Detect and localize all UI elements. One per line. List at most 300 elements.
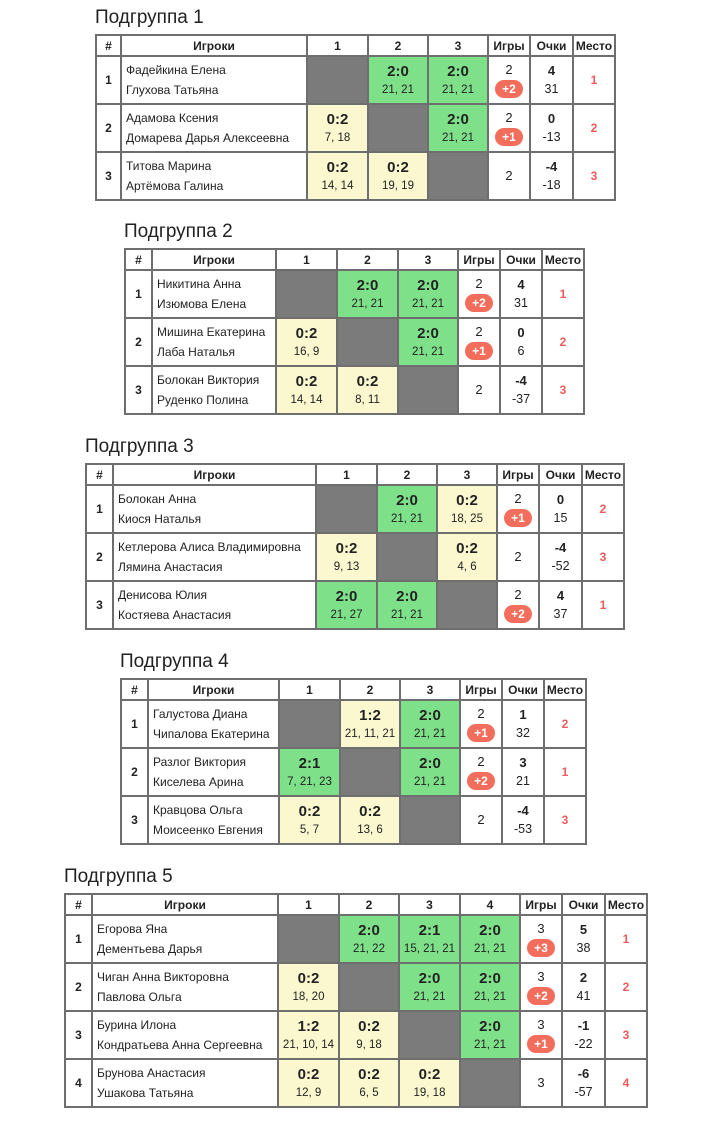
match-result-cell (368, 56, 428, 104)
header-num: # (65, 894, 92, 915)
players-cell (113, 485, 316, 533)
self-match-cell (398, 366, 458, 414)
match-result-cell (399, 1059, 460, 1107)
row-number: 4 (65, 1059, 92, 1107)
player-2-name: Киселева Арина (153, 775, 244, 789)
points-value: -4 (515, 373, 527, 388)
self-match-cell (316, 485, 377, 533)
set-scores: 6, 5 (359, 1087, 379, 1099)
results-table (120, 678, 587, 845)
match-result-cell (428, 104, 488, 152)
player-2-name: Глухова Татьяна (126, 83, 219, 97)
header-games: Игры (460, 679, 502, 700)
header-games: Игры (497, 464, 539, 485)
set-scores: 7, 21, 23 (287, 776, 332, 788)
header-opponent-3: 3 (398, 249, 458, 270)
points-cell (562, 915, 605, 963)
header-players: Игроки (92, 894, 278, 915)
set-scores: 21, 21 (351, 298, 384, 310)
table-row (121, 700, 586, 748)
games-cell (497, 533, 539, 581)
self-match-cell (340, 748, 400, 796)
header-players: Игроки (148, 679, 279, 700)
header-opponent-4: 4 (460, 894, 520, 915)
points-value: 5 (579, 922, 588, 937)
set-scores: 8, 11 (355, 394, 380, 406)
players-cell (121, 56, 307, 104)
points-value: 0 (547, 111, 556, 126)
self-match-cell (460, 1059, 520, 1107)
match-result-cell (339, 1011, 399, 1059)
set-scores: 21, 21 (474, 943, 506, 955)
row-number: 3 (86, 581, 113, 629)
games-cell (520, 1011, 562, 1059)
set-scores: 13, 6 (357, 824, 383, 836)
bonus-badge: +2 (467, 772, 495, 790)
match-score: 0:2 (297, 1066, 320, 1083)
points-value: 4 (547, 63, 556, 78)
row-number: 1 (86, 485, 113, 533)
player-1-name: Брунова Анастасия (97, 1066, 206, 1080)
player-1-name: Егорова Яна (97, 922, 168, 936)
match-score: 1:2 (297, 1018, 320, 1035)
player-2-name: Руденко Полина (157, 393, 249, 407)
set-scores: 16, 9 (293, 346, 320, 358)
match-score: 2:0 (447, 63, 469, 80)
place-value: 2 (544, 700, 586, 748)
header-row (125, 249, 584, 270)
players-cell (121, 104, 307, 152)
games-played: 2 (475, 324, 483, 339)
set-scores: 21, 21 (391, 513, 423, 525)
self-match-cell (377, 533, 437, 581)
player-2-name: Чипалова Екатерина (153, 727, 270, 741)
subgroup-title: Подгруппа 3 (85, 436, 194, 457)
match-score: 0:2 (456, 540, 478, 557)
header-opponent-2: 2 (340, 679, 400, 700)
header-players: Игроки (113, 464, 316, 485)
match-result-cell (399, 915, 460, 963)
place-value: 2 (605, 963, 647, 1011)
match-score: 0:2 (295, 325, 318, 342)
bonus-badge: +3 (527, 939, 555, 957)
match-score: 0:2 (456, 492, 478, 509)
row-number: 1 (121, 700, 148, 748)
set-scores: 21, 27 (330, 609, 363, 621)
match-score: 0:2 (356, 373, 379, 390)
header-place: Место (542, 249, 584, 270)
games-cell (460, 700, 502, 748)
bonus-badge: +2 (465, 294, 493, 312)
place-value: 3 (582, 533, 624, 581)
match-result-cell (398, 270, 458, 318)
header-opponent-3: 3 (437, 464, 497, 485)
row-number: 3 (96, 152, 121, 200)
players-cell (92, 963, 278, 1011)
match-result-cell (437, 533, 497, 581)
points-cell (500, 366, 542, 414)
table-row (65, 915, 647, 963)
table-row (65, 963, 647, 1011)
header-opponent-1: 1 (276, 249, 337, 270)
self-match-cell (307, 56, 368, 104)
points-cell (500, 318, 542, 366)
player-1-name: Титова Марина (126, 159, 212, 173)
set-scores: 19, 18 (413, 1087, 446, 1099)
match-score: 0:2 (335, 540, 358, 557)
points-value: 3 (519, 755, 527, 770)
points-cell (530, 152, 573, 200)
self-match-cell (278, 915, 339, 963)
match-score: 0:2 (358, 1018, 380, 1035)
points-cell (562, 1059, 605, 1107)
player-2-name: Домарева Дарья Алексеевна (126, 131, 290, 145)
player-1-name: Галустова Диана (153, 707, 248, 721)
games-played: 2 (505, 62, 513, 77)
table-row (86, 533, 624, 581)
header-row (65, 894, 647, 915)
points-value: -4 (517, 803, 529, 818)
match-result-cell (340, 700, 400, 748)
games-cell (520, 1059, 562, 1107)
match-result-cell (278, 1059, 339, 1107)
points-value: 4 (517, 277, 525, 292)
player-1-name: Адамова Ксения (126, 111, 219, 125)
bonus-badge: +2 (504, 605, 532, 623)
players-cell (148, 796, 279, 844)
header-row (96, 35, 615, 56)
place-value: 1 (544, 748, 586, 796)
player-1-name: Кетлерова Алиса Владимировна (118, 540, 301, 554)
header-place: Место (573, 35, 615, 56)
player-2-name: Павлова Ольга (97, 990, 182, 1004)
set-scores: 21, 21 (442, 84, 474, 96)
set-scores: 21, 21 (413, 991, 446, 1003)
self-match-cell (337, 318, 398, 366)
self-match-cell (368, 104, 428, 152)
points-difference: 6 (517, 344, 525, 358)
header-points: Очки (530, 35, 573, 56)
row-number: 3 (65, 1011, 92, 1059)
match-result-cell (400, 700, 460, 748)
points-cell (502, 700, 544, 748)
match-score: 2:0 (479, 922, 501, 939)
set-scores: 7, 18 (324, 132, 351, 144)
players-cell (121, 152, 307, 200)
self-match-cell (279, 700, 340, 748)
place-value: 4 (605, 1059, 647, 1107)
player-2-name: Дементьева Дарья (97, 942, 203, 956)
row-number: 1 (125, 270, 152, 318)
points-value: 0 (556, 492, 565, 507)
set-scores: 5, 7 (299, 824, 320, 836)
place-value: 1 (573, 56, 615, 104)
match-result-cell (279, 796, 340, 844)
subgroup-2 (124, 220, 585, 415)
header-opponent-2: 2 (368, 35, 428, 56)
points-cell (562, 963, 605, 1011)
self-match-cell (399, 1011, 460, 1059)
match-result-cell (339, 915, 399, 963)
set-scores: 21, 21 (442, 132, 474, 144)
header-opponent-2: 2 (339, 894, 399, 915)
games-played: 2 (475, 382, 483, 397)
players-cell (92, 1011, 278, 1059)
games-played: 2 (477, 706, 485, 721)
place-value: 3 (605, 1011, 647, 1059)
set-scores: 21, 21 (391, 609, 423, 621)
player-2-name: Киося Наталья (118, 512, 202, 526)
header-num: # (86, 464, 113, 485)
set-scores: 18, 20 (292, 991, 325, 1003)
place-value: 1 (542, 270, 584, 318)
self-match-cell (400, 796, 460, 844)
table-row (125, 318, 584, 366)
subgroup-title: Подгруппа 4 (120, 651, 229, 672)
match-result-cell (307, 152, 368, 200)
table-row (65, 1059, 647, 1107)
match-result-cell (460, 1011, 520, 1059)
games-cell (497, 485, 539, 533)
table-row (125, 366, 584, 414)
match-score: 2:0 (417, 277, 439, 294)
table-row (121, 748, 586, 796)
points-value: -6 (577, 1066, 590, 1081)
row-number: 3 (121, 796, 148, 844)
header-points: Очки (502, 679, 544, 700)
points-difference: -18 (542, 178, 561, 192)
players-cell (148, 700, 279, 748)
match-score: 2:0 (447, 111, 469, 128)
match-result-cell (307, 104, 368, 152)
subgroup-3 (85, 435, 625, 630)
match-score: 0:2 (418, 1066, 441, 1083)
set-scores: 4, 6 (457, 561, 477, 573)
row-number: 3 (125, 366, 152, 414)
points-difference: 37 (553, 607, 568, 621)
subgroup-title: Подгруппа 5 (64, 866, 173, 887)
table-row (96, 104, 615, 152)
points-difference: -37 (511, 392, 531, 406)
row-number: 2 (65, 963, 92, 1011)
match-score: 2:1 (418, 922, 441, 939)
player-1-name: Фадейкина Елена (126, 63, 226, 77)
match-score: 0:2 (387, 159, 409, 176)
player-2-name: Лямина Анастасия (118, 560, 223, 574)
games-played: 2 (475, 276, 483, 291)
place-value: 3 (573, 152, 615, 200)
player-1-name: Болокан Виктория (157, 373, 260, 387)
self-match-cell (428, 152, 488, 200)
place-value: 3 (544, 796, 586, 844)
points-difference: 31 (544, 82, 559, 96)
header-place: Место (605, 894, 647, 915)
games-cell (520, 963, 562, 1011)
match-result-cell (377, 581, 437, 629)
self-match-cell (276, 270, 337, 318)
match-result-cell (278, 1011, 339, 1059)
set-scores: 19, 19 (382, 180, 414, 192)
match-result-cell (460, 915, 520, 963)
points-cell (502, 796, 544, 844)
set-scores: 14, 14 (290, 394, 323, 406)
set-scores: 21, 21 (382, 84, 414, 96)
bonus-badge: +2 (527, 987, 555, 1005)
match-score: 0:2 (326, 111, 349, 128)
header-points: Очки (539, 464, 582, 485)
points-value: -1 (577, 1018, 590, 1033)
match-result-cell (276, 366, 337, 414)
points-cell (562, 1011, 605, 1059)
subgroup-4 (120, 650, 587, 845)
player-2-name: Лаба Наталья (157, 345, 236, 359)
table-row (86, 581, 624, 629)
set-scores: 9, 13 (333, 561, 360, 573)
header-place: Место (582, 464, 624, 485)
table-row (86, 485, 624, 533)
players-cell (92, 1059, 278, 1107)
players-cell (113, 533, 316, 581)
games-played: 3 (537, 1017, 545, 1032)
games-cell (460, 796, 502, 844)
player-2-name: Моисеенко Евгения (153, 823, 263, 837)
match-score: 2:0 (479, 970, 501, 987)
points-difference: 15 (553, 511, 568, 525)
match-result-cell (377, 485, 437, 533)
player-2-name: Костяева Анастасия (118, 608, 232, 622)
player-2-name: Кондратьева Анна Сергеевна (97, 1038, 263, 1052)
games-cell (488, 152, 530, 200)
points-difference: -13 (542, 130, 561, 144)
header-num: # (125, 249, 152, 270)
results-table (64, 893, 648, 1108)
match-score: 2:0 (396, 492, 418, 509)
header-num: # (121, 679, 148, 700)
player-1-name: Мишина Екатерина (157, 325, 266, 339)
points-cell (539, 485, 582, 533)
table-row (121, 796, 586, 844)
header-opponent-3: 3 (428, 35, 488, 56)
header-row (86, 464, 624, 485)
points-cell (539, 581, 582, 629)
points-difference: 32 (516, 726, 530, 740)
match-score: 0:2 (358, 1066, 380, 1083)
points-difference: -57 (574, 1085, 593, 1099)
place-value: 2 (582, 485, 624, 533)
match-result-cell (460, 963, 520, 1011)
player-2-name: Изюмова Елена (157, 297, 247, 311)
set-scores: 21, 21 (414, 776, 446, 788)
games-cell (520, 915, 562, 963)
results-table (124, 248, 585, 415)
subgroup-1 (95, 6, 616, 201)
row-number: 2 (125, 318, 152, 366)
set-scores: 14, 14 (321, 180, 354, 192)
games-played: 3 (537, 1075, 545, 1090)
match-score: 2:0 (396, 588, 418, 605)
games-cell (488, 56, 530, 104)
points-difference: -53 (513, 822, 533, 836)
points-cell (500, 270, 542, 318)
players-cell (152, 270, 276, 318)
players-cell (152, 318, 276, 366)
games-played: 3 (537, 921, 545, 936)
set-scores: 21, 11, 21 (344, 728, 396, 740)
points-value: 4 (556, 588, 565, 603)
match-score: 2:0 (335, 588, 358, 605)
match-result-cell (316, 581, 377, 629)
self-match-cell (339, 963, 399, 1011)
match-result-cell (337, 270, 398, 318)
set-scores: 21, 21 (414, 728, 446, 740)
match-result-cell (437, 485, 497, 533)
match-score: 0:2 (297, 970, 320, 987)
row-number: 1 (96, 56, 121, 104)
points-cell (530, 104, 573, 152)
points-cell (502, 748, 544, 796)
player-1-name: Денисова Юлия (118, 588, 207, 602)
set-scores: 9, 18 (356, 1039, 382, 1051)
row-number: 2 (96, 104, 121, 152)
points-cell (539, 533, 582, 581)
header-opponent-2: 2 (377, 464, 437, 485)
match-result-cell (278, 963, 339, 1011)
games-cell (488, 104, 530, 152)
bonus-badge: +1 (504, 509, 532, 527)
place-value: 2 (542, 318, 584, 366)
games-cell (458, 270, 500, 318)
games-played: 2 (505, 168, 513, 183)
match-score: 2:0 (419, 707, 441, 724)
points-value: -4 (545, 159, 558, 174)
games-cell (497, 581, 539, 629)
player-2-name: Ушакова Татьяна (97, 1086, 194, 1100)
player-1-name: Чиган Анна Викторовна (97, 970, 229, 984)
match-result-cell (400, 748, 460, 796)
results-table (95, 34, 616, 201)
place-value: 3 (542, 366, 584, 414)
match-result-cell (399, 963, 460, 1011)
games-played: 2 (477, 754, 485, 769)
match-result-cell (316, 533, 377, 581)
table-row (65, 1011, 647, 1059)
match-result-cell (428, 56, 488, 104)
header-opponent-1: 1 (316, 464, 377, 485)
match-score: 2:0 (358, 922, 380, 939)
games-played: 2 (477, 812, 485, 827)
player-1-name: Бурина Илона (97, 1018, 177, 1032)
match-score: 0:2 (326, 159, 349, 176)
player-1-name: Никитина Анна (157, 277, 242, 291)
row-number: 2 (121, 748, 148, 796)
row-number: 2 (86, 533, 113, 581)
points-value: 2 (579, 970, 588, 985)
header-players: Игроки (121, 35, 307, 56)
place-value: 2 (573, 104, 615, 152)
player-1-name: Кравцова Ольга (153, 803, 243, 817)
games-played: 3 (537, 969, 545, 984)
player-1-name: Разлог Виктория (153, 755, 247, 769)
set-scores: 12, 9 (295, 1087, 322, 1099)
players-cell (113, 581, 316, 629)
header-opponent-1: 1 (279, 679, 340, 700)
match-result-cell (279, 748, 340, 796)
match-score: 2:0 (417, 325, 439, 342)
header-opponent-2: 2 (337, 249, 398, 270)
games-cell (458, 318, 500, 366)
subgroup-title: Подгруппа 1 (95, 7, 204, 28)
points-value: 1 (519, 707, 527, 722)
